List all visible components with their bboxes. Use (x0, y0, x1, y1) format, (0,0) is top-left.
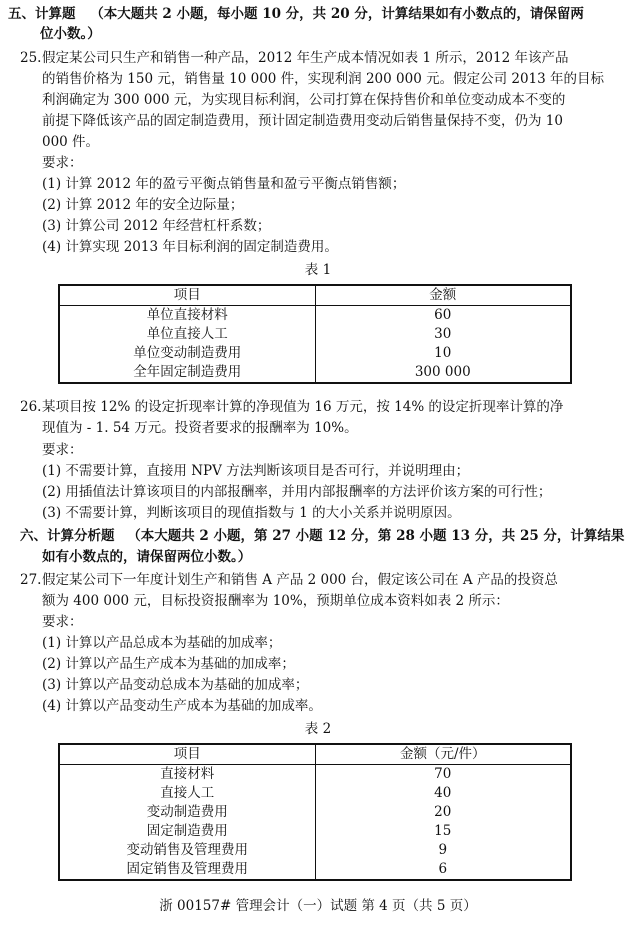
q27-requirements-label: 要求： (42, 614, 83, 630)
table2-cell-amount: 6 (438, 861, 448, 877)
q26-req-2: (2) 用插值法计算该项目的内部报酬率，并用内部报酬率的方法评价该方案的可行性； (42, 484, 552, 500)
table2 (58, 743, 572, 881)
q27-req-3: (3) 计算以产品变动总成本为基础的加成率； (42, 677, 309, 693)
table2-cell-item: 直接材料 (59, 765, 315, 785)
q25-req-2: (2) 计算 2012 年的安全边际量； (42, 197, 244, 213)
table2-cell-amount: 70 (434, 766, 452, 782)
q25-line-5: 000 件。 (42, 134, 100, 150)
q25-req-4: (4) 计算实现 2013 年目标利润的固定制造费用。 (42, 239, 338, 255)
table1-cell-item: 单位变动制造费用 (59, 344, 315, 363)
section5-heading-line (8, 4, 584, 24)
q26-req-3: (3) 不需要计算，判断该项目的现值指数与 1 的大小关系并说明原因。 (42, 505, 461, 521)
table1-cell-amount: 60 (434, 307, 452, 323)
table1-cell-item: 单位直接人工 (59, 325, 315, 344)
table2-cell-amount: 40 (434, 785, 452, 801)
table1-cell-amount: 300 000 (414, 364, 471, 380)
table1-cell-item: 单位直接材料 (59, 306, 315, 326)
table-row (59, 822, 571, 841)
table-row (59, 363, 571, 383)
section5-note: （本大题共 2 小题，每小题 10 分，共 20 分，计算结果如有小数点的，请保留两 (90, 6, 584, 22)
q25-line-1: 假定某公司只生产和销售一种产品，2012 年生产成本情况如表 1 所示，2012 年该产品 (42, 50, 569, 66)
q25-number: 25. (20, 50, 42, 66)
table2-cell-amount: 15 (434, 823, 452, 839)
table2-cell-amount: 9 (438, 842, 448, 858)
table1-title: 表 1 (304, 262, 332, 278)
table2-header-row (59, 744, 571, 765)
q26-number: 26. (20, 399, 42, 415)
section6-heading-line (20, 526, 624, 546)
table2-cell-item: 变动制造费用 (59, 803, 315, 822)
table2-header-amount: 金额（元/件） (315, 744, 571, 765)
q27-req-1: (1) 计算以产品总成本为基础的加成率； (42, 635, 282, 651)
table1-header-row (59, 285, 571, 306)
section6-note: （本大题共 2 小题，第 27 小题 12 分，第 28 小题 13 分，共 25 分，计算结果 (127, 528, 625, 544)
table1-header-amount: 金额 (315, 285, 571, 306)
q27-line-1: 假定某公司下一年度计划生产和销售 A 产品 2 000 台，假定该公司在 A 产品的投资总 (42, 572, 558, 588)
table2-cell-item: 固定销售及管理费用 (59, 860, 315, 880)
q25-req-3: (3) 计算公司 2012 年经营杠杆系数； (42, 218, 271, 234)
table2-title: 表 2 (304, 721, 332, 737)
section5-heading: 五、计算题 (8, 6, 76, 22)
table1-cell-amount: 10 (434, 345, 452, 361)
q25-line-2: 的销售价格为 150 元，销售量 10 000 件，实现利润 200 000 元。假定公司 2013 年的目标 (42, 71, 605, 87)
q27-req-4: (4) 计算以产品变动生产成本为基础的加成率。 (42, 698, 322, 714)
section5-note-cont: 位小数。） (40, 26, 101, 42)
table-row (59, 803, 571, 822)
table-row (59, 860, 571, 880)
q26-req-1: (1) 不需要计算，直接用 NPV 方法判断该项目是否可行，并说明理由； (42, 463, 470, 479)
table-row (59, 306, 571, 326)
q27-line-2: 额为 400 000 元，目标投资报酬率为 10%，预期单位成本资料如表 2 所示： (42, 593, 509, 609)
q25-line-3: 利润确定为 300 000 元，为实现目标利润，公司打算在保持售价和单位变动成本不变的 (42, 92, 566, 108)
section6-note-cont: 如有小数点的，请保留两位小数。） (42, 549, 252, 565)
table1-header-item: 项目 (59, 285, 315, 306)
q25-requirements-label: 要求： (42, 155, 83, 171)
table-row (59, 784, 571, 803)
table-row (59, 841, 571, 860)
q26-requirements-label: 要求： (42, 442, 83, 458)
table-row (59, 344, 571, 363)
table2-cell-item: 直接人工 (59, 784, 315, 803)
table2-cell-item: 固定制造费用 (59, 822, 315, 841)
q26-line-1: 某项目按 12% 的设定折现率计算的净现值为 16 万元，按 14% 的设定折现率计算的净 (42, 399, 564, 415)
q25-line-4: 前提下降低该产品的固定制造费用，预计固定制造费用变动后销售量保持不变，仍为 10 (42, 113, 563, 129)
q26-line-2: 现值为 - 1. 54 万元。投资者要求的报酬率为 10%。 (42, 420, 358, 436)
q27-number: 27. (20, 572, 42, 588)
q27-req-2: (2) 计算以产品生产成本为基础的加成率； (42, 656, 295, 672)
table1-cell-amount: 30 (434, 326, 452, 342)
table1-cell-item: 全年固定制造费用 (59, 363, 315, 383)
table-row (59, 325, 571, 344)
section6-heading: 六、计算分析题 (20, 528, 115, 544)
table2-cell-amount: 20 (434, 804, 452, 820)
table1 (58, 284, 572, 384)
q25-req-1: (1) 计算 2012 年的盈亏平衡点销售量和盈亏平衡点销售额； (42, 176, 406, 192)
table2-header-item: 项目 (59, 744, 315, 765)
table-row (59, 765, 571, 785)
table2-cell-item: 变动销售及管理费用 (59, 841, 315, 860)
page-footer: 浙 00157# 管理会计（一）试题 第 4 页（共 5 页） (159, 898, 477, 914)
